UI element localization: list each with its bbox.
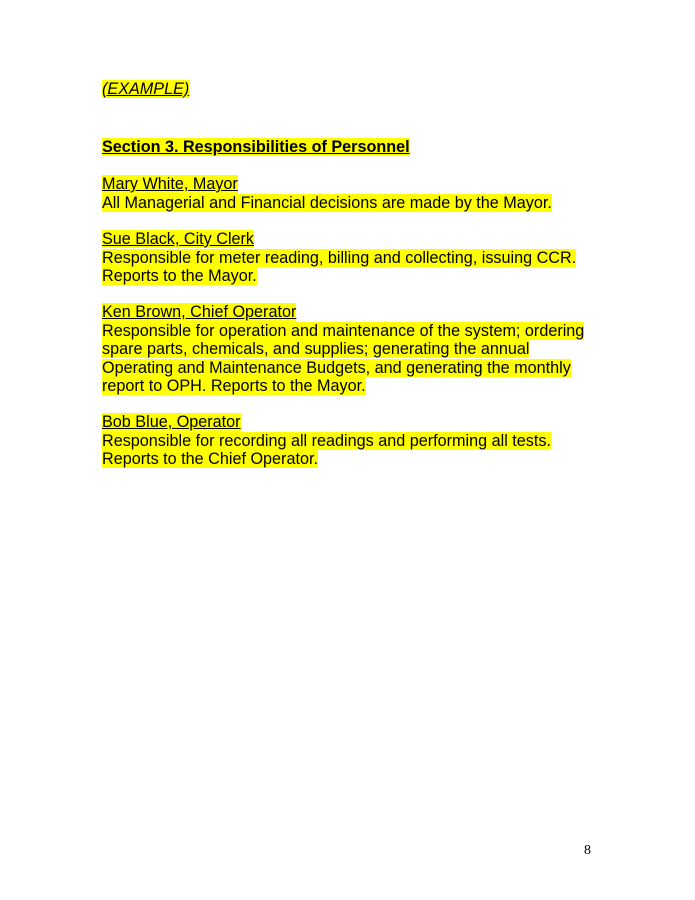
personnel-name: Bob Blue, Operator	[102, 413, 241, 431]
personnel-entry-city-clerk	[102, 230, 592, 286]
example-label	[102, 80, 592, 99]
section-title-text: Section 3. Responsibilities of Personnel	[102, 138, 410, 156]
personnel-name: Mary White, Mayor	[102, 175, 238, 193]
personnel-description: Responsible for recording all readings and performing all tests. Reports to the Chief Operator.	[102, 431, 551, 468]
personnel-name: Ken Brown, Chief Operator	[102, 303, 297, 321]
personnel-description: All Managerial and Financial decisions are made by the Mayor.	[102, 193, 552, 212]
personnel-description: Responsible for operation and maintenance of the system; ordering spare parts, chemicals, and supplies; generating the annual Operating and Maintenance Budgets, and generating the monthly report to OPH. Reports to the Mayor.	[102, 321, 585, 395]
personnel-entry-operator	[102, 413, 592, 469]
page-number: 8	[584, 843, 591, 858]
personnel-entry-mayor	[102, 175, 592, 212]
personnel-description: Responsible for meter reading, billing and collecting, issuing CCR. Reports to the Mayor.	[102, 248, 577, 285]
section-title	[102, 138, 410, 157]
personnel-name: Sue Black, City Clerk	[102, 230, 255, 248]
personnel-entry-chief-operator	[102, 303, 592, 396]
document-body	[102, 80, 592, 468]
example-label-text: (EXAMPLE)	[102, 80, 190, 98]
